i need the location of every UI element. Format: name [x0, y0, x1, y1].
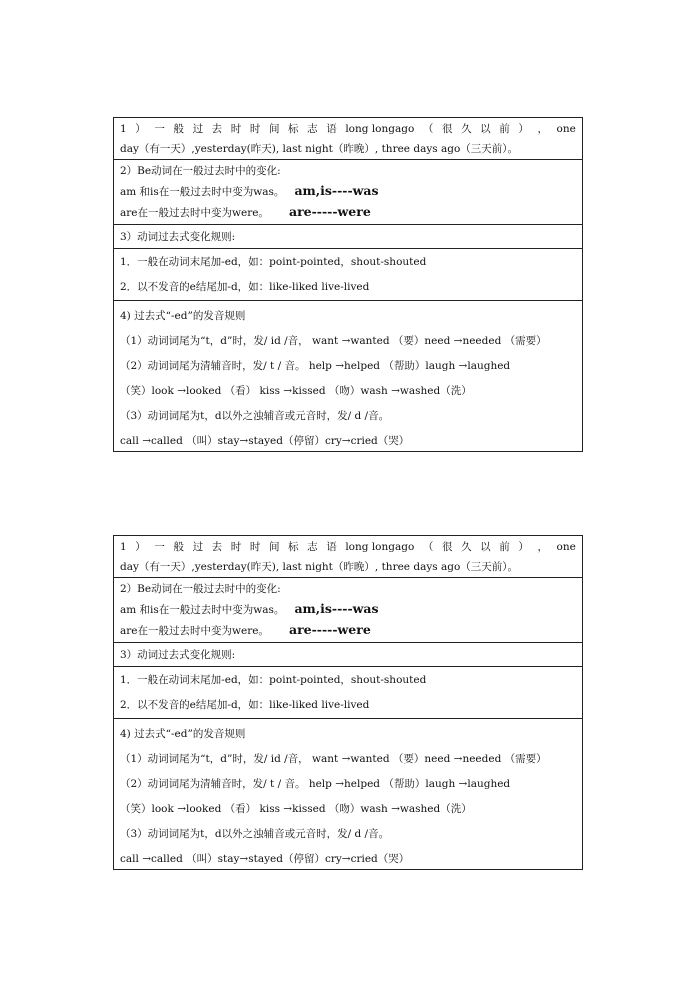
pronunciation-cell	[114, 300, 582, 451]
pronunciation-line-2: （2）动词词尾为清辅音时，发/ t / 音。 help →helped （帮助）laugh →laughed	[120, 360, 511, 372]
pronunciation-cell	[114, 718, 582, 869]
ed-rules-cell	[114, 666, 582, 718]
are-line	[120, 202, 576, 223]
past-tense-rules-heading: 3）动词过去式变化规则:	[120, 649, 236, 661]
pronunciation-line-3: （笑）look →looked （看） kiss →kissed （吻）wash →washed（洗）	[120, 385, 472, 397]
are-rule: are-----were	[288, 622, 371, 637]
ed-rule-2: 2．以不发音的e结尾加-d，如：like-liked live-lived	[120, 699, 370, 711]
time-markers-cell	[114, 118, 582, 159]
ed-rules-cell	[114, 248, 582, 300]
past-tense-rules-heading-cell	[114, 642, 582, 666]
pronunciation-line-4: （3）动词词尾为t，d以外之浊辅音或元音时，发/ d /音。	[120, 410, 390, 422]
pronunciation-line-1: （1）动词词尾为“t，d”时，发/ id /音， want →wanted （要）need →needed （需要）	[120, 335, 547, 347]
am-is-line	[120, 599, 576, 620]
grammar-table	[113, 117, 583, 452]
are-text: are在一般过去时中变为were。	[120, 625, 269, 637]
be-verb-title: 2）Be动词在一般过去时中的变化:	[120, 165, 281, 177]
am-is-text: am 和is在一般过去时中变为was。	[120, 186, 285, 198]
are-rule: are-----were	[288, 204, 371, 219]
are-text: are在一般过去时中变为were。	[120, 207, 269, 219]
am-is-rule: am,is----was	[294, 601, 379, 616]
pronunciation-line-1: （1）动词词尾为“t，d”时，发/ id /音， want →wanted （要）need →needed （需要）	[120, 753, 547, 765]
pronunciation-title: 4) 过去式“-ed”的发音规则	[120, 728, 246, 740]
ed-rule-1: 1．一般在动词末尾加-ed，如：point-pointed，shout-shouted	[120, 674, 427, 686]
time-markers-cell	[114, 536, 582, 577]
be-verb-cell	[114, 159, 582, 224]
pronunciation-line-5: call →called （叫）stay→stayed（停留）cry→cried（哭）	[120, 853, 410, 865]
time-markers-line-1: 1 ） 一 般 过 去 时 时 间 标 志 语 long longago （ 很 久 以 前 ） ， one	[120, 541, 576, 553]
grammar-table	[113, 535, 583, 870]
pronunciation-line-4: （3）动词词尾为t，d以外之浊辅音或元音时，发/ d /音。	[120, 828, 390, 840]
time-markers-line-2: day（有一天）,yesterday(昨天), last night（昨晚）, three days ago（三天前）。	[120, 561, 519, 573]
past-tense-rules-heading: 3）动词过去式变化规则:	[120, 231, 236, 243]
am-is-text: am 和is在一般过去时中变为was。	[120, 604, 285, 616]
pronunciation-title: 4) 过去式“-ed”的发音规则	[120, 310, 246, 322]
time-markers-line-1: 1 ） 一 般 过 去 时 时 间 标 志 语 long longago （ 很 久 以 前 ） ， one	[120, 123, 576, 135]
past-tense-rules-heading-cell	[114, 224, 582, 248]
be-verb-title: 2）Be动词在一般过去时中的变化:	[120, 583, 281, 595]
pronunciation-line-5: call →called （叫）stay→stayed（停留）cry→cried（哭）	[120, 435, 410, 447]
ed-rule-2: 2．以不发音的e结尾加-d，如：like-liked live-lived	[120, 281, 370, 293]
time-markers-line-2: day（有一天）,yesterday(昨天), last night（昨晚）, three days ago（三天前）。	[120, 143, 519, 155]
am-is-line	[120, 181, 576, 202]
are-line	[120, 620, 576, 641]
pronunciation-line-2: （2）动词词尾为清辅音时，发/ t / 音。 help →helped （帮助）laugh →laughed	[120, 778, 511, 790]
am-is-rule: am,is----was	[294, 183, 379, 198]
pronunciation-line-3: （笑）look →looked （看） kiss →kissed （吻）wash →washed（洗）	[120, 803, 472, 815]
be-verb-cell	[114, 577, 582, 642]
ed-rule-1: 1．一般在动词末尾加-ed，如：point-pointed，shout-shouted	[120, 256, 427, 268]
